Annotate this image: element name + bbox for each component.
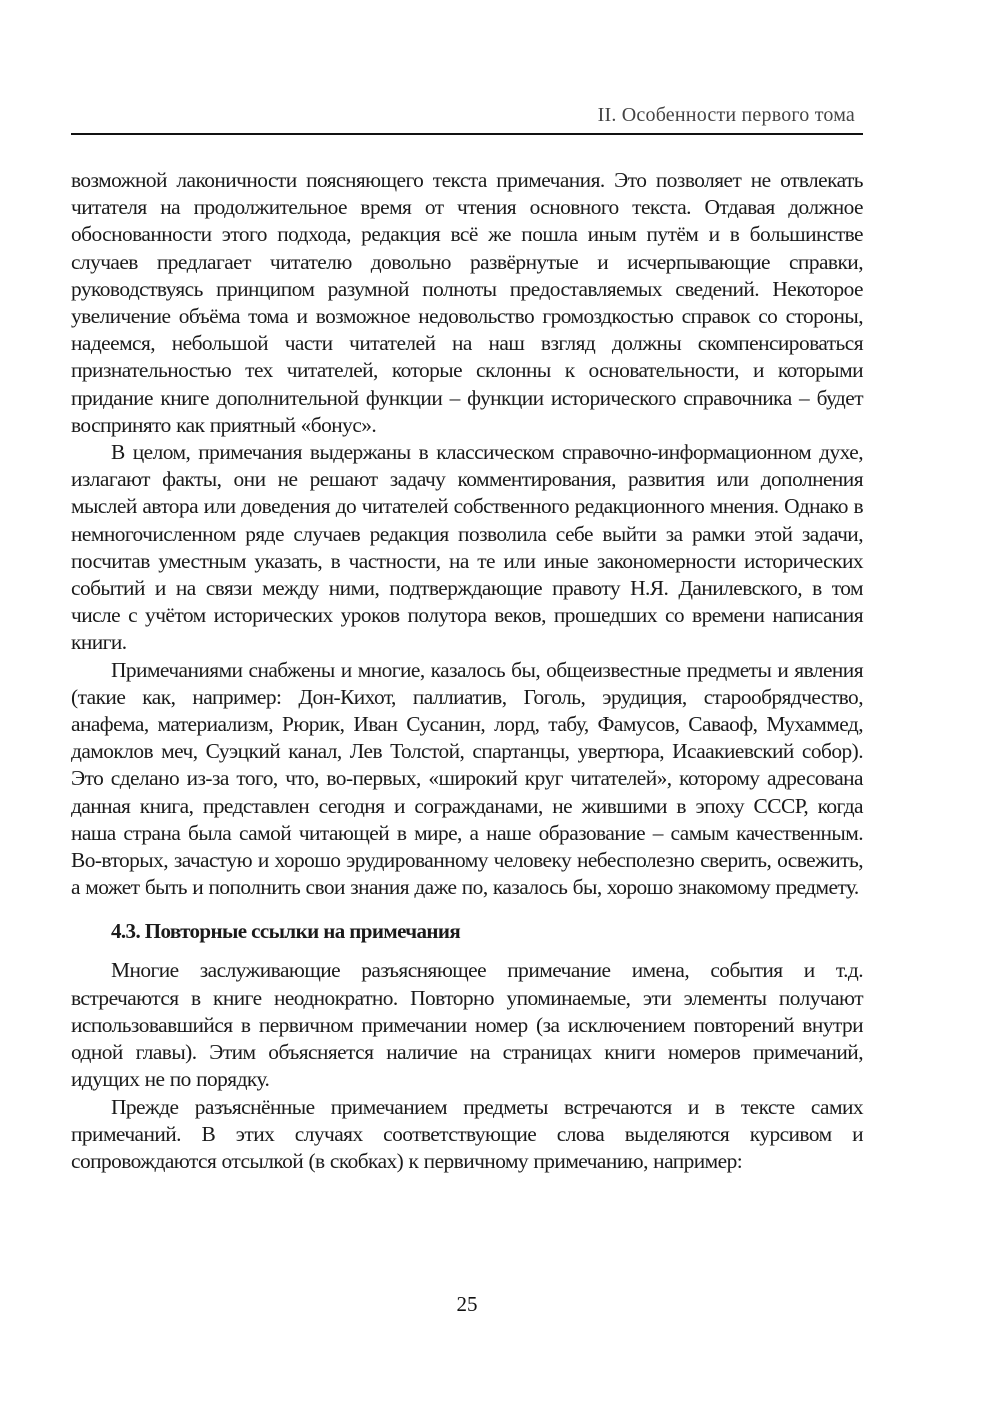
section-heading: 4.3. Повторные ссылки на примечания bbox=[111, 919, 461, 944]
paragraph-general-notes: В целом, примечания выдержаны в классическом справочно-информационном духе, излагают факты, они не решают задачу комментирования, развития или дополнения мыслей автора или доведения до читателей собственного редакционного мнения. Однако в немногочисленном ряде случаев редакция позволила себе выйти за рамки этой задачи, посчитав уместным указать, в частности, на те или иные закономерности исторических событий и на связи между ними, подтверждающие правоту Н.Я. Данилевского, в том числе с учётом исторических уроков полутора веков, прошедших со времени написания книги. bbox=[71, 440, 863, 655]
header-rule bbox=[71, 133, 863, 135]
paragraph-italic-references: Прежде разъяснённые примечанием предметы встречаются и в тексте самих примечаний. В этих случаях соответствующие слова выделяются курсивом и сопровождаются отсылкой (в скобках) к первичному примечанию, например: bbox=[71, 1094, 863, 1173]
running-header: II. Особенности первого тома bbox=[597, 104, 855, 126]
book-page bbox=[71, 0, 863, 1418]
page-number: 25 bbox=[456, 1292, 478, 1316]
body-text bbox=[71, 167, 863, 1175]
paragraph-repeated-references: Многие заслуживающие разъясняющее примечание имена, события и т.д. встречаются в книге неоднократно. Повторно упоминаемые, эти элементы получают использовавшийся в первичном примечании номер (за исключением повторений внутри одной главы). Этим объясняется наличие на страницах книги номеров примечаний, идущих не по порядку. bbox=[71, 958, 863, 1092]
paragraph-continuation: возможной лаконичности поясняющего текста примечания. Это позволяет не отвлекать читателя на продолжительное время от чтения основного текста. Отдавая должное обоснованности этого подхода, редакция всё же пошла иным путём и в большинстве случаев предлагает читателю довольно развёрнутые и исчерпывающие справки, руководствуясь принципом разумной полноты предоставляемых сведений. Некоторое увеличение объёма тома и возможное недовольство громоздкостью справок со стороны, надеемся, небольшой части читателей на наш взгляд должны скомпенсироваться признательностью тех читателей, которые склонны к основательности, и которыми придание книге дополнительной функции – функции исторического справочника – будет воспринято как приятный «бонус». bbox=[71, 168, 863, 437]
paragraph-common-subjects: Примечаниями снабжены и многие, казалось бы, общеизвестные предметы и явления (такие как, например: Дон-Кихот, паллиатив, Гоголь, эрудиция, старообрядчество, анафема, материализм, Рюрик, Иван Сусанин, лорд, табу, Фамусов, Саваоф, Мухаммед, дамоклов меч, Суэцкий канал, Лев Толстой, спартанцы, увертюра, Исаакиевский собор). Это сделано из-за того, что, во-первых, «широкий круг читателей», которому адресована данная книга, представлен сегодня и согражданами, не жившими в эпоху СССР, когда наша страна была самой читающей в мире, а наше образование – самым качественным. Во-вторых, зачастую и хорошо эрудированному человеку небесполезно сверить, освежить, а может быть и пополнить свои знания даже по, казалось бы, хорошо знакомому предмету. bbox=[71, 657, 863, 900]
